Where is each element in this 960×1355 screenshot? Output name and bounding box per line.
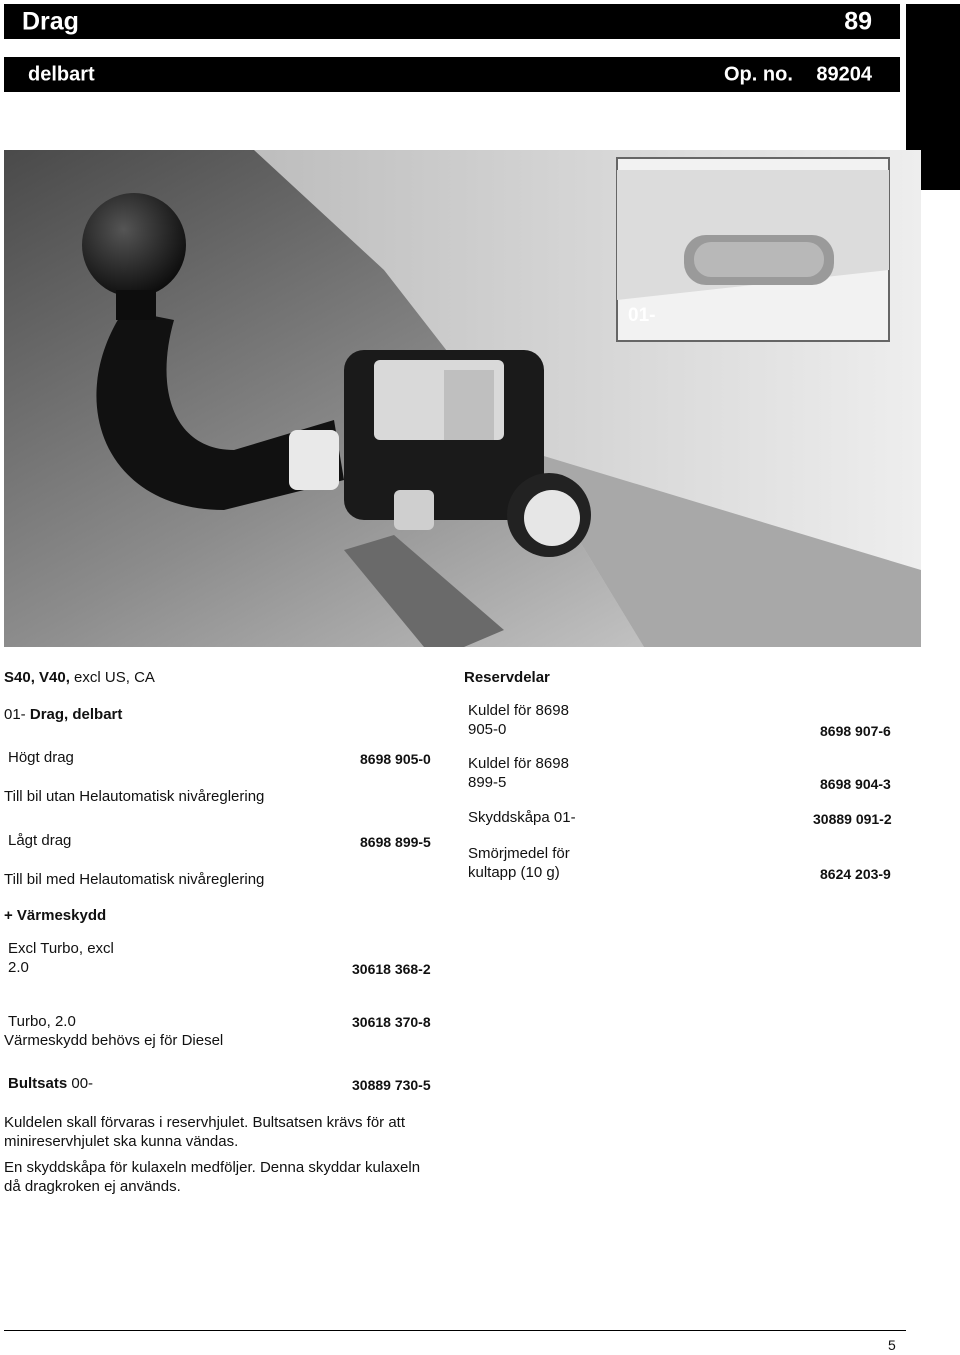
bolt-kit-part-number: 30889 730-5: [352, 1077, 431, 1093]
item-part-number: 8698 899-5: [360, 834, 431, 850]
heat-shield-line1: Turbo, 2.0: [8, 1013, 76, 1030]
page-subtitle: delbart: [28, 63, 95, 85]
note-line: Kuldelen skall förvaras i reservhjulet. Bultsatsen krävs för att: [4, 1114, 406, 1131]
bolt-kit-line: [8, 1074, 93, 1093]
item-name: Högt drag: [8, 749, 74, 766]
spare-part-line1: Skyddskåpa 01-: [468, 809, 576, 826]
models-bold: S40, V40,: [4, 669, 70, 686]
subtitle-bar: [4, 57, 900, 92]
item-part-number: 8698 905-0: [360, 751, 431, 767]
spare-part-line1: Smörjmedel för: [468, 845, 570, 862]
note-line: då dragkroken ej används.: [4, 1178, 181, 1195]
spare-part-number: 8698 907-6: [820, 723, 891, 739]
note-line: En skyddskåpa för kulaxeln medföljer. Denna skyddar kulaxeln: [4, 1159, 421, 1176]
heat-shield-line1: Excl Turbo, excl: [8, 940, 114, 957]
op-label: Op. no.: [724, 63, 793, 85]
product-prefix: 01-: [4, 706, 26, 723]
towbar-illustration: [4, 150, 921, 647]
spare-part-line1: Kuldel för 8698: [468, 702, 569, 719]
page-title: Drag: [22, 7, 79, 35]
note-line: minireservhjulet ska kunna vändas.: [4, 1133, 239, 1150]
spare-part-line2: kultapp (10 g): [468, 864, 560, 881]
product-photo: [4, 150, 921, 647]
item-note: Till bil utan Helautomatisk nivåreglering: [4, 788, 265, 805]
section-number: 89: [844, 7, 872, 35]
heat-shield-line2: 2.0: [8, 959, 29, 976]
page-number: 5: [888, 1337, 896, 1353]
op-number: 89204: [816, 63, 872, 85]
product-name: Drag, delbart: [29, 706, 123, 723]
item-note: Till bil med Helautomatisk nivåreglering: [4, 871, 265, 888]
spare-part-number: 8698 904-3: [820, 776, 891, 792]
footer-divider: [4, 1330, 906, 1331]
spare-part-line1: Kuldel för 8698: [468, 755, 569, 772]
heat-shield-part-number: 30618 370-8: [352, 1014, 431, 1030]
heat-shield-heading: + Värmeskydd: [4, 907, 107, 924]
spare-parts-heading: Reservdelar: [464, 669, 550, 686]
spare-part-line2: 899-5: [468, 774, 507, 791]
bolt-kit-suffix: 00-: [67, 1075, 94, 1092]
inset-label: 01-: [628, 305, 656, 326]
spare-part-number: 30889 091-2: [813, 811, 892, 827]
models-rest: excl US, CA: [69, 669, 155, 686]
spare-part-number: 8624 203-9: [820, 866, 891, 882]
models-line: [4, 668, 155, 687]
heat-shield-line2: Värmeskydd behövs ej för Diesel: [4, 1032, 224, 1049]
item-name: Lågt drag: [8, 832, 72, 849]
bolt-kit-label: Bultsats: [8, 1075, 68, 1092]
title-bar: [4, 4, 900, 39]
heat-shield-part-number: 30618 368-2: [352, 961, 431, 977]
product-line: [4, 705, 122, 724]
spare-part-line2: 905-0: [468, 721, 507, 738]
